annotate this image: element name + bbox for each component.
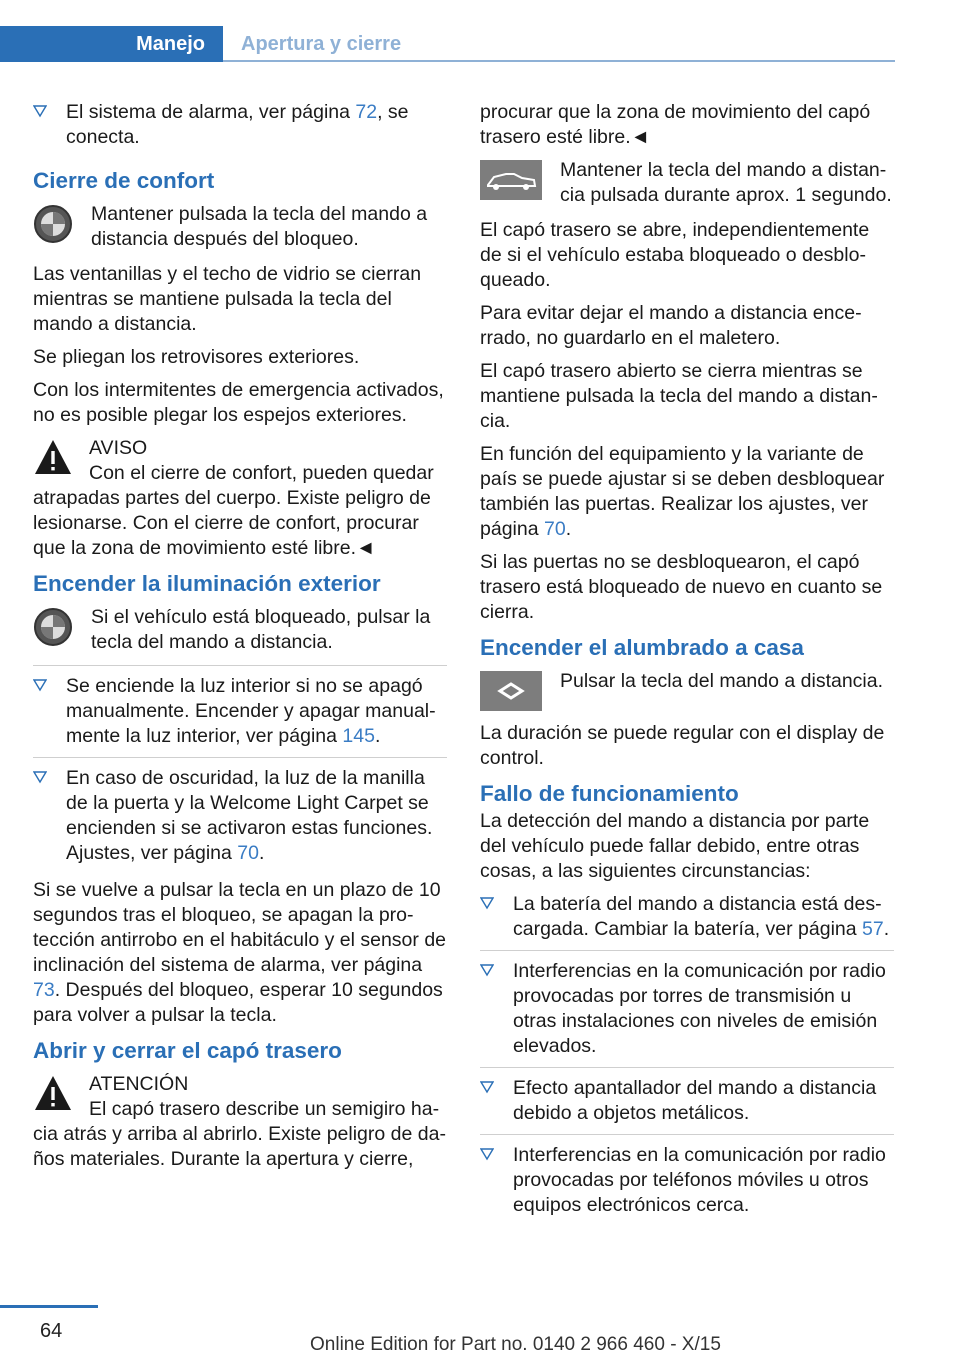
warning-triangle-icon — [33, 1074, 73, 1112]
bullet-text: En caso de oscuridad, la luz de la manilla de la puerta y la Welcome Light Carpet se encienden si se activaron estas funciones. Ajustes, ver página — [66, 767, 433, 864]
heading-fallo: Fallo de funcionamiento — [480, 781, 739, 806]
paragraph: El capó trasero se abre, independientemente de si el vehículo estaba bloqueado o desbloqueado. — [480, 219, 870, 291]
bullet-text: Interferencias en la comunicación por radio provocadas por torres de transmisión u otras instalaciones con niveles de emisión elevados. — [513, 960, 886, 1057]
paragraph: La detección del mando a distancia por parte del vehículo puede fallar debido, entre otras cosas, a las siguientes circunstancias: — [480, 810, 870, 882]
list-item — [33, 100, 447, 158]
page-link[interactable]: 72 — [355, 101, 378, 123]
bullet-text: Efecto apantallador del mando a distancia debido a objetos metálicos. — [513, 1077, 877, 1124]
chapter-tab: Manejo — [0, 26, 223, 62]
key-fob-icon — [33, 204, 73, 244]
paragraph-text: Si se vuelve a pulsar la tecla en un plazo de 10 segundos tras el bloqueo, se apagan la protección antirrobo en el habitáculo y el sensor de inclinación del sistema de alarma, ver página — [33, 879, 447, 976]
list-item — [480, 1076, 894, 1135]
page-link[interactable]: 57 — [862, 918, 884, 940]
paragraph: Para evitar dejar el mando a distancia encerrado, no guardarlo en el maletero. — [480, 302, 862, 349]
paragraph: El capó trasero abierto se cierra mientras se mantiene pulsada la tecla del mando a distancia. — [480, 360, 878, 432]
paragraph-text: . Después del bloqueo, esperar 10 segundos para volver a pulsar la tecla. — [33, 979, 443, 1026]
paragraph — [480, 442, 894, 542]
section-tab: Apertura y cierre — [241, 32, 402, 55]
page-link[interactable]: 73 — [33, 979, 55, 1001]
heading-cierre-confort: Cierre de confort — [33, 168, 215, 193]
warning-notice — [33, 436, 447, 561]
warning-title: AVISO — [89, 437, 148, 459]
icon-row — [33, 202, 447, 252]
trunk-button-icon — [480, 160, 542, 200]
list-item — [480, 892, 894, 951]
page-link[interactable]: 145 — [342, 725, 375, 747]
warning-text: El capó trasero describe un semigiro hacia atrás y arriba al abrirlo. Existe peligro de daños materiales. Durante la apertura y cierre, — [33, 1098, 446, 1170]
home-light-button-icon — [480, 671, 542, 711]
heading-iluminacion: Encender la iluminación exterior — [33, 571, 381, 596]
bullet-text: . — [883, 918, 890, 940]
page-link[interactable]: 70 — [543, 518, 566, 540]
paragraph: procurar que la zona de movimiento del capó trasero esté libre.◄ — [480, 101, 871, 148]
bullet-text: El sistema de alarma, ver página — [66, 101, 356, 123]
triangle-bullet-icon — [480, 1080, 494, 1094]
bullet-text: Interferencias en la comunicación por radio provocadas por teléfonos móviles u otros equipos electrónicos cerca. — [513, 1144, 886, 1216]
header-rule — [223, 60, 895, 62]
triangle-bullet-icon — [33, 104, 47, 118]
warning-title: ATENCIÓN — [89, 1073, 189, 1095]
icon-row — [480, 158, 894, 208]
edition-footer: Online Edition for Part no. 0140 2 966 460 - X/15 — [310, 1334, 721, 1355]
triangle-bullet-icon — [480, 1147, 494, 1161]
paragraph: Se pliegan los retrovisores exteriores. — [33, 346, 360, 368]
page-link[interactable]: 70 — [237, 842, 259, 864]
heading-capo-trasero: Abrir y cerrar el capó trasero — [33, 1038, 342, 1063]
bullet-text: , se conecta. — [66, 101, 409, 148]
paragraph: Con los intermitentes de emergencia activados, no es posible plegar los espejos exteriores. — [33, 379, 444, 426]
list-item — [33, 674, 447, 758]
bullet-text: Se enciende la luz interior si no se apagó manualmente. Encender y apagar manualmente la luz interior, ver página — [66, 675, 436, 747]
icon-row — [33, 605, 447, 655]
page-header — [0, 26, 895, 62]
list-item — [480, 959, 894, 1068]
paragraph-text: En función del equipamiento y la variante de país se puede ajustar si se deben desbloquear también las puertas. Realizar los ajustes, ver página — [480, 443, 885, 540]
list-item — [33, 766, 447, 874]
heading-alumbrado-casa: Encender el alumbrado a casa — [480, 635, 804, 660]
bullet-list — [480, 892, 894, 1226]
instruction-text: Si el vehículo está bloqueado, pulsar la tecla del mando a distancia. — [91, 606, 431, 653]
instruction-text: Pulsar la tecla del mando a distancia. — [560, 670, 884, 692]
bullet-text: . — [258, 842, 265, 864]
bullet-text: . — [374, 725, 381, 747]
bullet-list — [33, 100, 447, 158]
paragraph: Si las puertas no se desbloquearon, el capó trasero está bloqueado de nuevo en cuanto se cierra. — [480, 551, 883, 623]
warning-text: Con el cierre de confort, pueden quedar atrapadas partes del cuerpo. Existe peligro de lesionarse. Con el cierre de confort, procurar que la zona de movimiento esté libre.◄ — [33, 462, 434, 559]
warning-notice — [33, 1072, 447, 1172]
warning-triangle-icon — [33, 438, 73, 476]
bullet-list — [33, 665, 447, 874]
right-column — [480, 100, 894, 1230]
triangle-bullet-icon — [480, 963, 494, 977]
list-item — [480, 1143, 894, 1226]
triangle-bullet-icon — [33, 678, 47, 692]
paragraph: La duración se puede regular con el display de control. — [480, 722, 885, 769]
page-number: 64 — [40, 1320, 63, 1342]
footer-rule — [0, 1305, 98, 1308]
paragraph-text: . — [565, 518, 572, 540]
triangle-bullet-icon — [33, 770, 47, 784]
key-fob-icon — [33, 607, 73, 647]
bullet-text: La batería del mando a distancia está descargada. Cambiar la batería, ver página — [513, 893, 882, 940]
instruction-text: Mantener pulsada la tecla del mando a distancia después del bloqueo. — [91, 203, 428, 250]
triangle-bullet-icon — [480, 896, 494, 910]
icon-row — [480, 669, 894, 711]
paragraph: Las ventanillas y el techo de vidrio se cierran mientras se mantiene pulsada la tecla del mando a distancia. — [33, 263, 422, 335]
instruction-text: Mantener la tecla del mando a distancia pulsada durante aprox. 1 segundo. — [560, 159, 892, 206]
left-column — [33, 100, 447, 1180]
paragraph — [33, 878, 447, 1028]
